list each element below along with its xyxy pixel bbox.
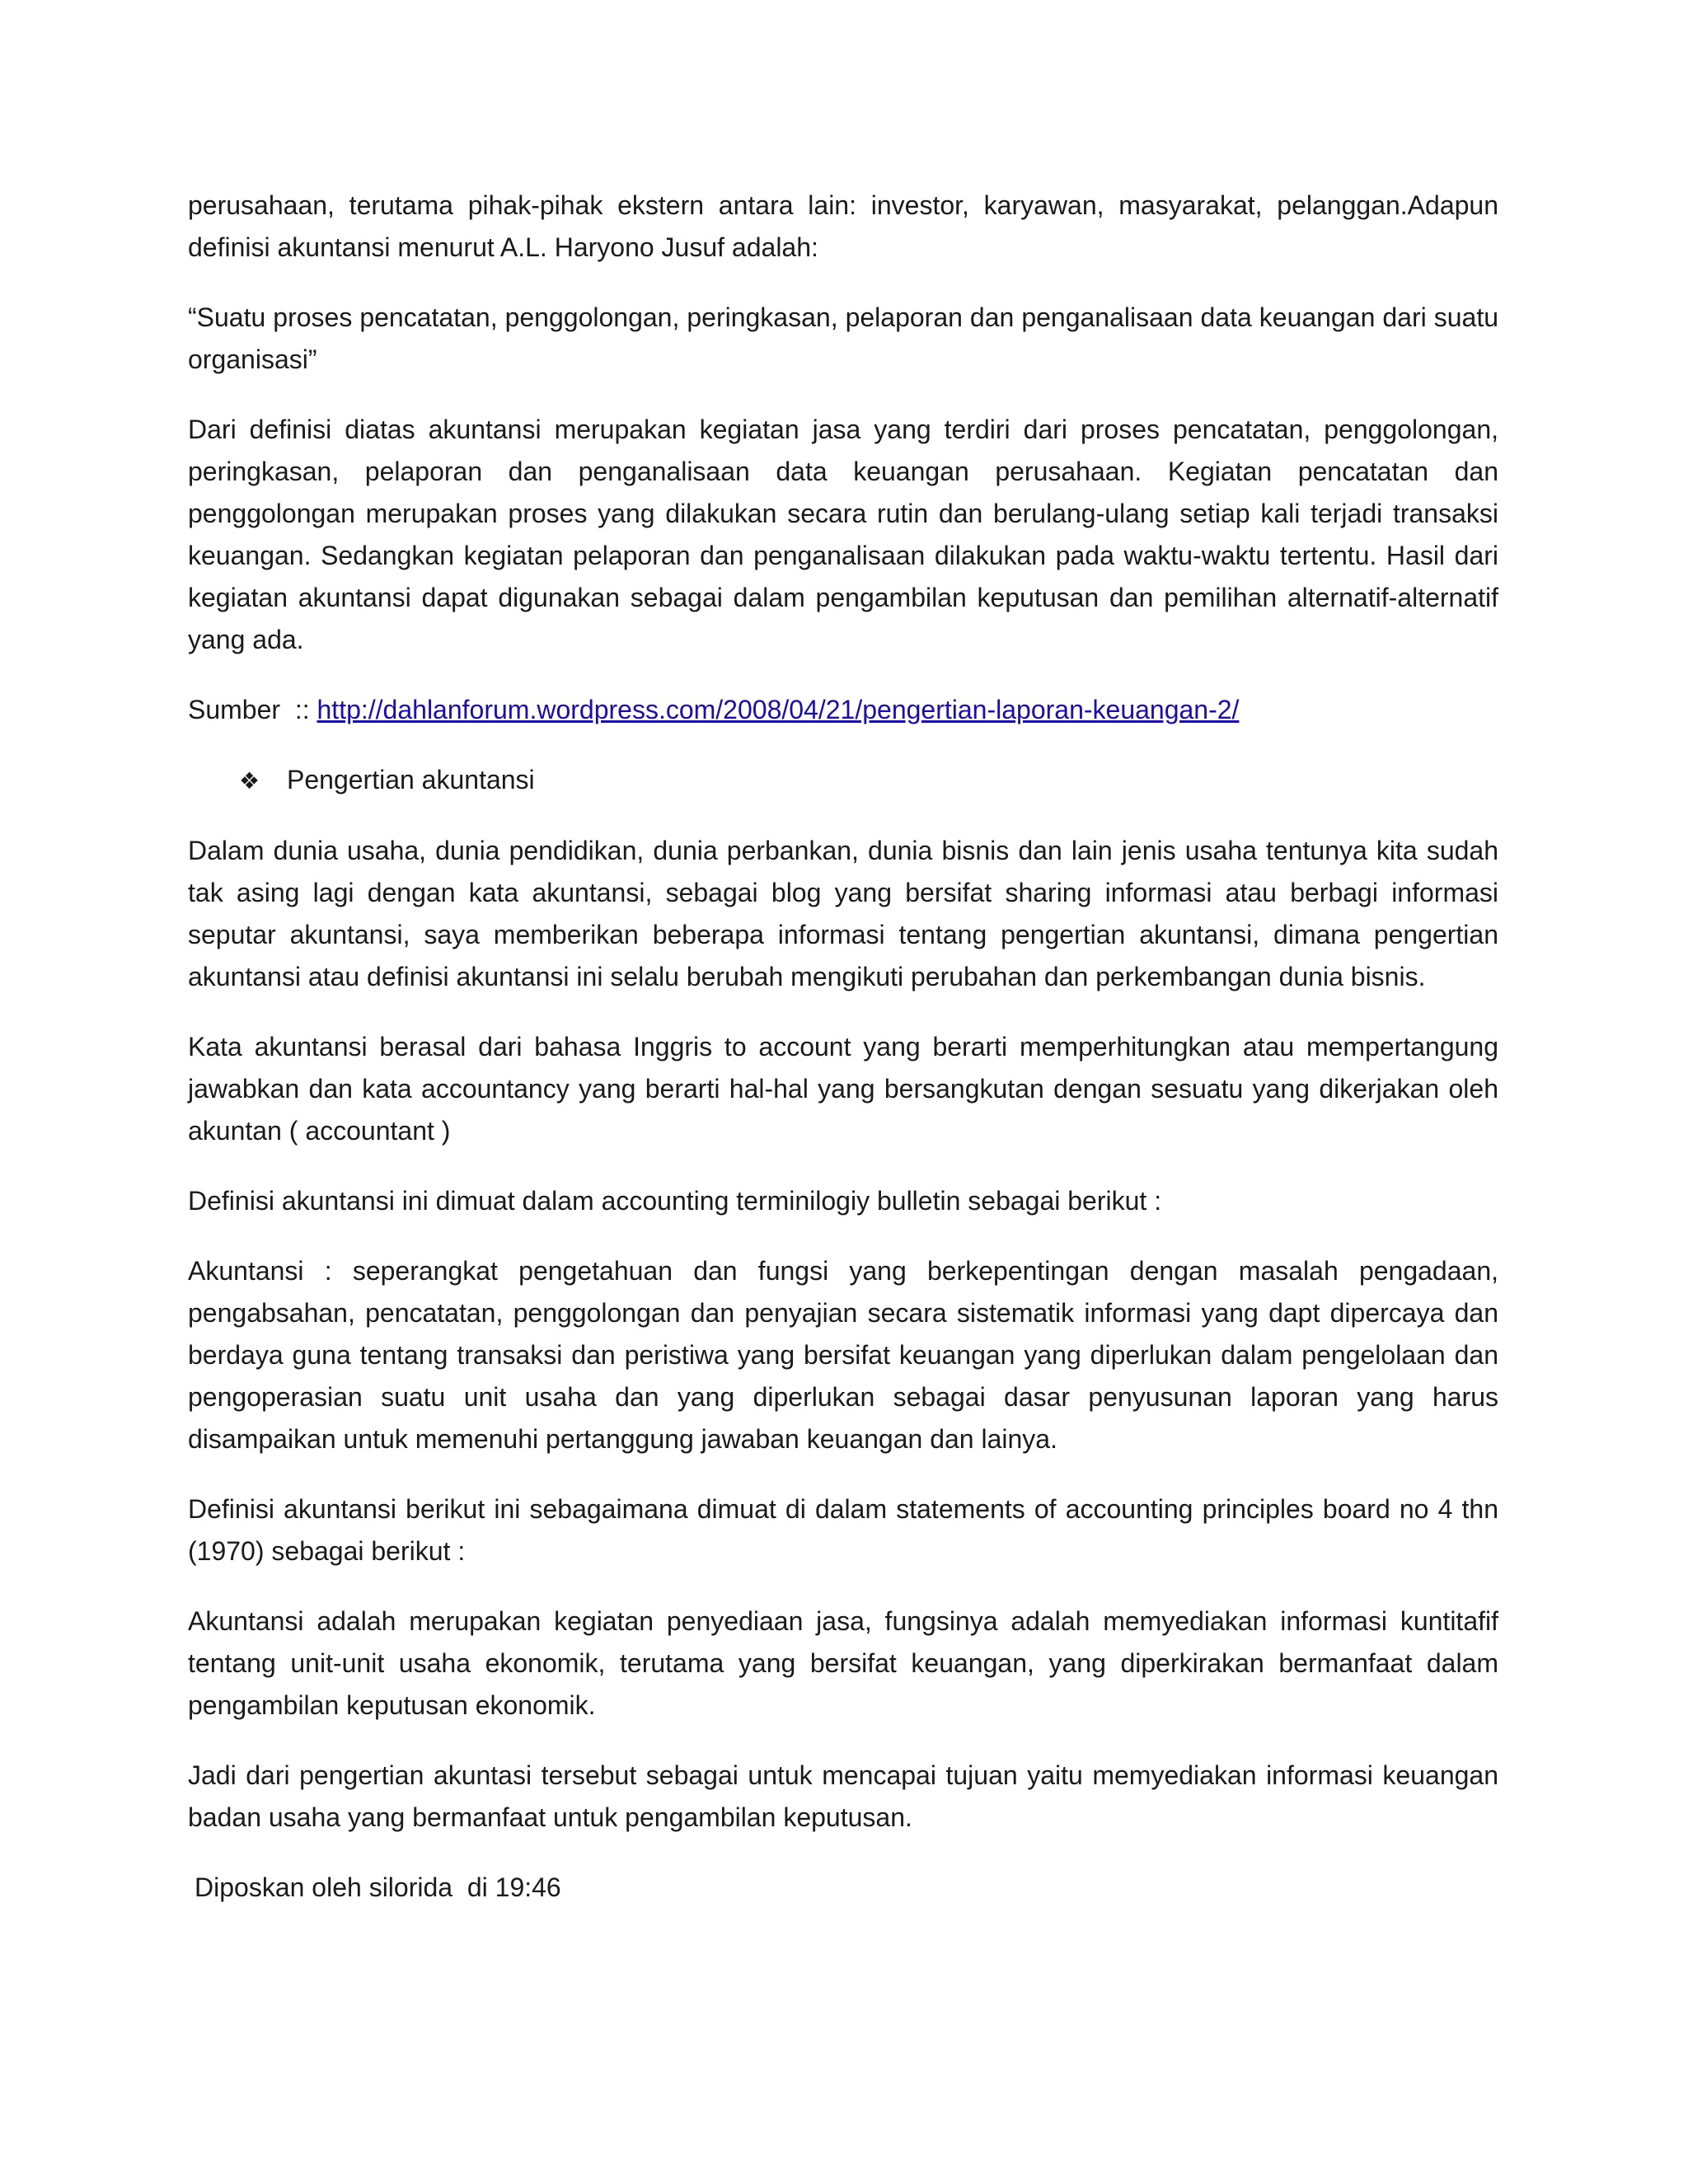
posted-by: Diposkan oleh silorida di 19:46 [195, 1872, 561, 1902]
paragraph-akuntansi-definition-1: Akuntansi : seperangkat pengetahuan dan fungsi yang berkepentingan dengan masalah pengadaan, pengabsahan, pencatatan, penggolongan dan penyajian secara sistematik informasi yang dapt dipercaya dan berdaya guna tentang transaksi dan peristiwa yang bersifat keuangan yang diperlukan dalam pengelolaan dan pengoperasian suatu unit usaha dan yang diperlukan sebagai dasar penyusunan laporan yang harus disampaikan untuk memenuhi pertanggung jawaban keuangan dan lainya. [188, 1256, 1498, 1454]
source-line [188, 689, 1498, 731]
paragraph-business-world: Dalam dunia usaha, dunia pendidikan, dunia perbankan, dunia bisnis dan lain jenis usaha tentunya kita sudah tak asing lagi dengan kata akuntansi, sebagai blog yang bersifat sharing informasi atau berbagi informasi seputar akuntansi, saya memberikan beberapa informasi tentang pengertian akuntansi, dimana pengertian akuntansi atau definisi akuntansi ini selalu berubah mengikuti perubahan dan perkembangan dunia bisnis. [188, 836, 1498, 991]
paragraph-quote-definition: “Suatu proses pencatatan, penggolongan, peringkasan, pelaporan dan penganalisaan data keuangan dari suatu organisasi” [188, 302, 1498, 374]
source-label: Sumber :: [188, 695, 317, 724]
paragraph-intro: perusahaan, terutama pihak-pihak ekstern antara lain: investor, karyawan, masyarakat, pelanggan.Adapun definisi akuntansi menurut A.L. Haryono Jusuf adalah: [188, 190, 1498, 262]
paragraph-akuntansi-definition-2: Akuntansi adalah merupakan kegiatan penyediaan jasa, fungsinya adalah memyediakan informasi kuntitafif tentang unit-unit usaha ekonomik, terutama yang bersifat keuangan, yang diperkirakan bermanfaat dalam pengambilan keputusan ekonomik. [188, 1606, 1498, 1720]
bullet-item [188, 759, 1498, 802]
document-page [188, 185, 1498, 1909]
paragraph-statements-board: Definisi akuntansi berikut ini sebagaimana dimuat di dalam statements of accounting principles board no 4 thn (1970) sebagai berikut : [188, 1494, 1498, 1566]
source-link[interactable]: http://dahlanforum.wordpress.com/2008/04/21/pengertian-laporan-keuangan-2/ [316, 695, 1240, 724]
bullet-text: Pengertian akuntansi [287, 765, 535, 794]
paragraph-terminology-bulletin: Definisi akuntansi ini dimuat dalam accounting terminilogiy bulletin sebagai berikut : [188, 1186, 1162, 1216]
paragraph-word-origin: Kata akuntansi berasal dari bahasa Inggris to account yang berarti memperhitungkan atau mempertangung jawabkan dan kata accountancy yang berarti hal-hal yang bersangkutan dengan sesuatu yang dikerjakan oleh akuntan ( accountant ) [188, 1032, 1498, 1146]
paragraph-definition-explanation: Dari definisi diatas akuntansi merupakan kegiatan jasa yang terdiri dari proses pencatatan, penggolongan, peringkasan, pelaporan dan penganalisaan data keuangan perusahaan. Kegiatan pencatatan dan penggolongan merupakan proses yang dilakukan secara rutin dan berulang-ulang setiap kali terjadi transaksi keuangan. Sedangkan kegiatan pelaporan dan penganalisaan dilakukan pada waktu-waktu tertentu. Hasil dari kegiatan akuntansi dapat digunakan sebagai dalam pengambilan keputusan dan pemilihan alternatif-alternatif yang ada. [188, 415, 1498, 654]
paragraph-conclusion: Jadi dari pengertian akuntasi tersebut sebagai untuk mencapai tujuan yaitu memyediakan informasi keuangan badan usaha yang bermanfaat untuk pengambilan keputusan. [188, 1760, 1498, 1832]
diamond-bullet-icon: ❖ [239, 767, 260, 794]
